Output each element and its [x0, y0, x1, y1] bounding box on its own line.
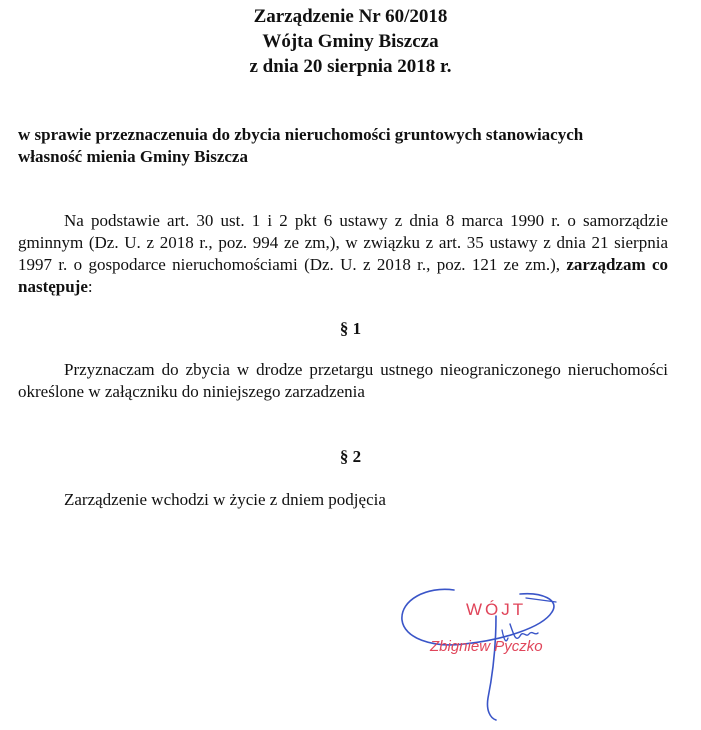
section-1-paragraph [18, 359, 668, 403]
stamp-name: Zbigniew Pyczko [430, 638, 543, 655]
section-mark-2: § 2 [339, 447, 362, 466]
subject-line-1: w sprawie przeznaczenuia do zbycia nieruchomości gruntowych stanowiacych [18, 125, 584, 144]
section-2-text: Zarządzenie wchodzi w życie z dniem podjęcia [64, 490, 386, 509]
document-title-date: z dnia 20 sierpnia 2018 r. [249, 56, 452, 77]
section-mark-1: § 1 [339, 319, 362, 338]
legal-basis-text: Na podstawie art. 30 ust. 1 i 2 pkt 6 ustawy z dnia 8 marca 1990 r. o samorządzie gminnym (Dz. U. z 2018 r., poz. 994 ze zm,), w związku z art. 35 ustawy z dnia 21 sierpnia 1997 r. o gospodarce nieruchomościami (Dz. U. z 2018 r., poz. 121 ze zm.), [18, 211, 668, 274]
legal-basis-colon: : [87, 277, 93, 296]
stamp-title: WÓJT [466, 600, 527, 619]
section-1-text: Przyznaczam do zbycia w drodze przetargu ustnego nieograniczonego nieruchomości określone w załączniku do niniejszego zarzadzenia [18, 360, 668, 401]
section-2-paragraph [18, 489, 668, 511]
legal-basis-paragraph [18, 210, 668, 298]
document-title-issuer: Wójta Gminy Biszcza [262, 31, 439, 52]
subject-line-2: własność mienia Gminy Biszcza [18, 147, 248, 166]
document-subject [18, 124, 668, 168]
document-title-number: Zarządzenie Nr 60/2018 [253, 6, 448, 27]
legal-basis-decision: zarządzam co następuje [18, 255, 668, 296]
signature-stamp [392, 578, 602, 728]
